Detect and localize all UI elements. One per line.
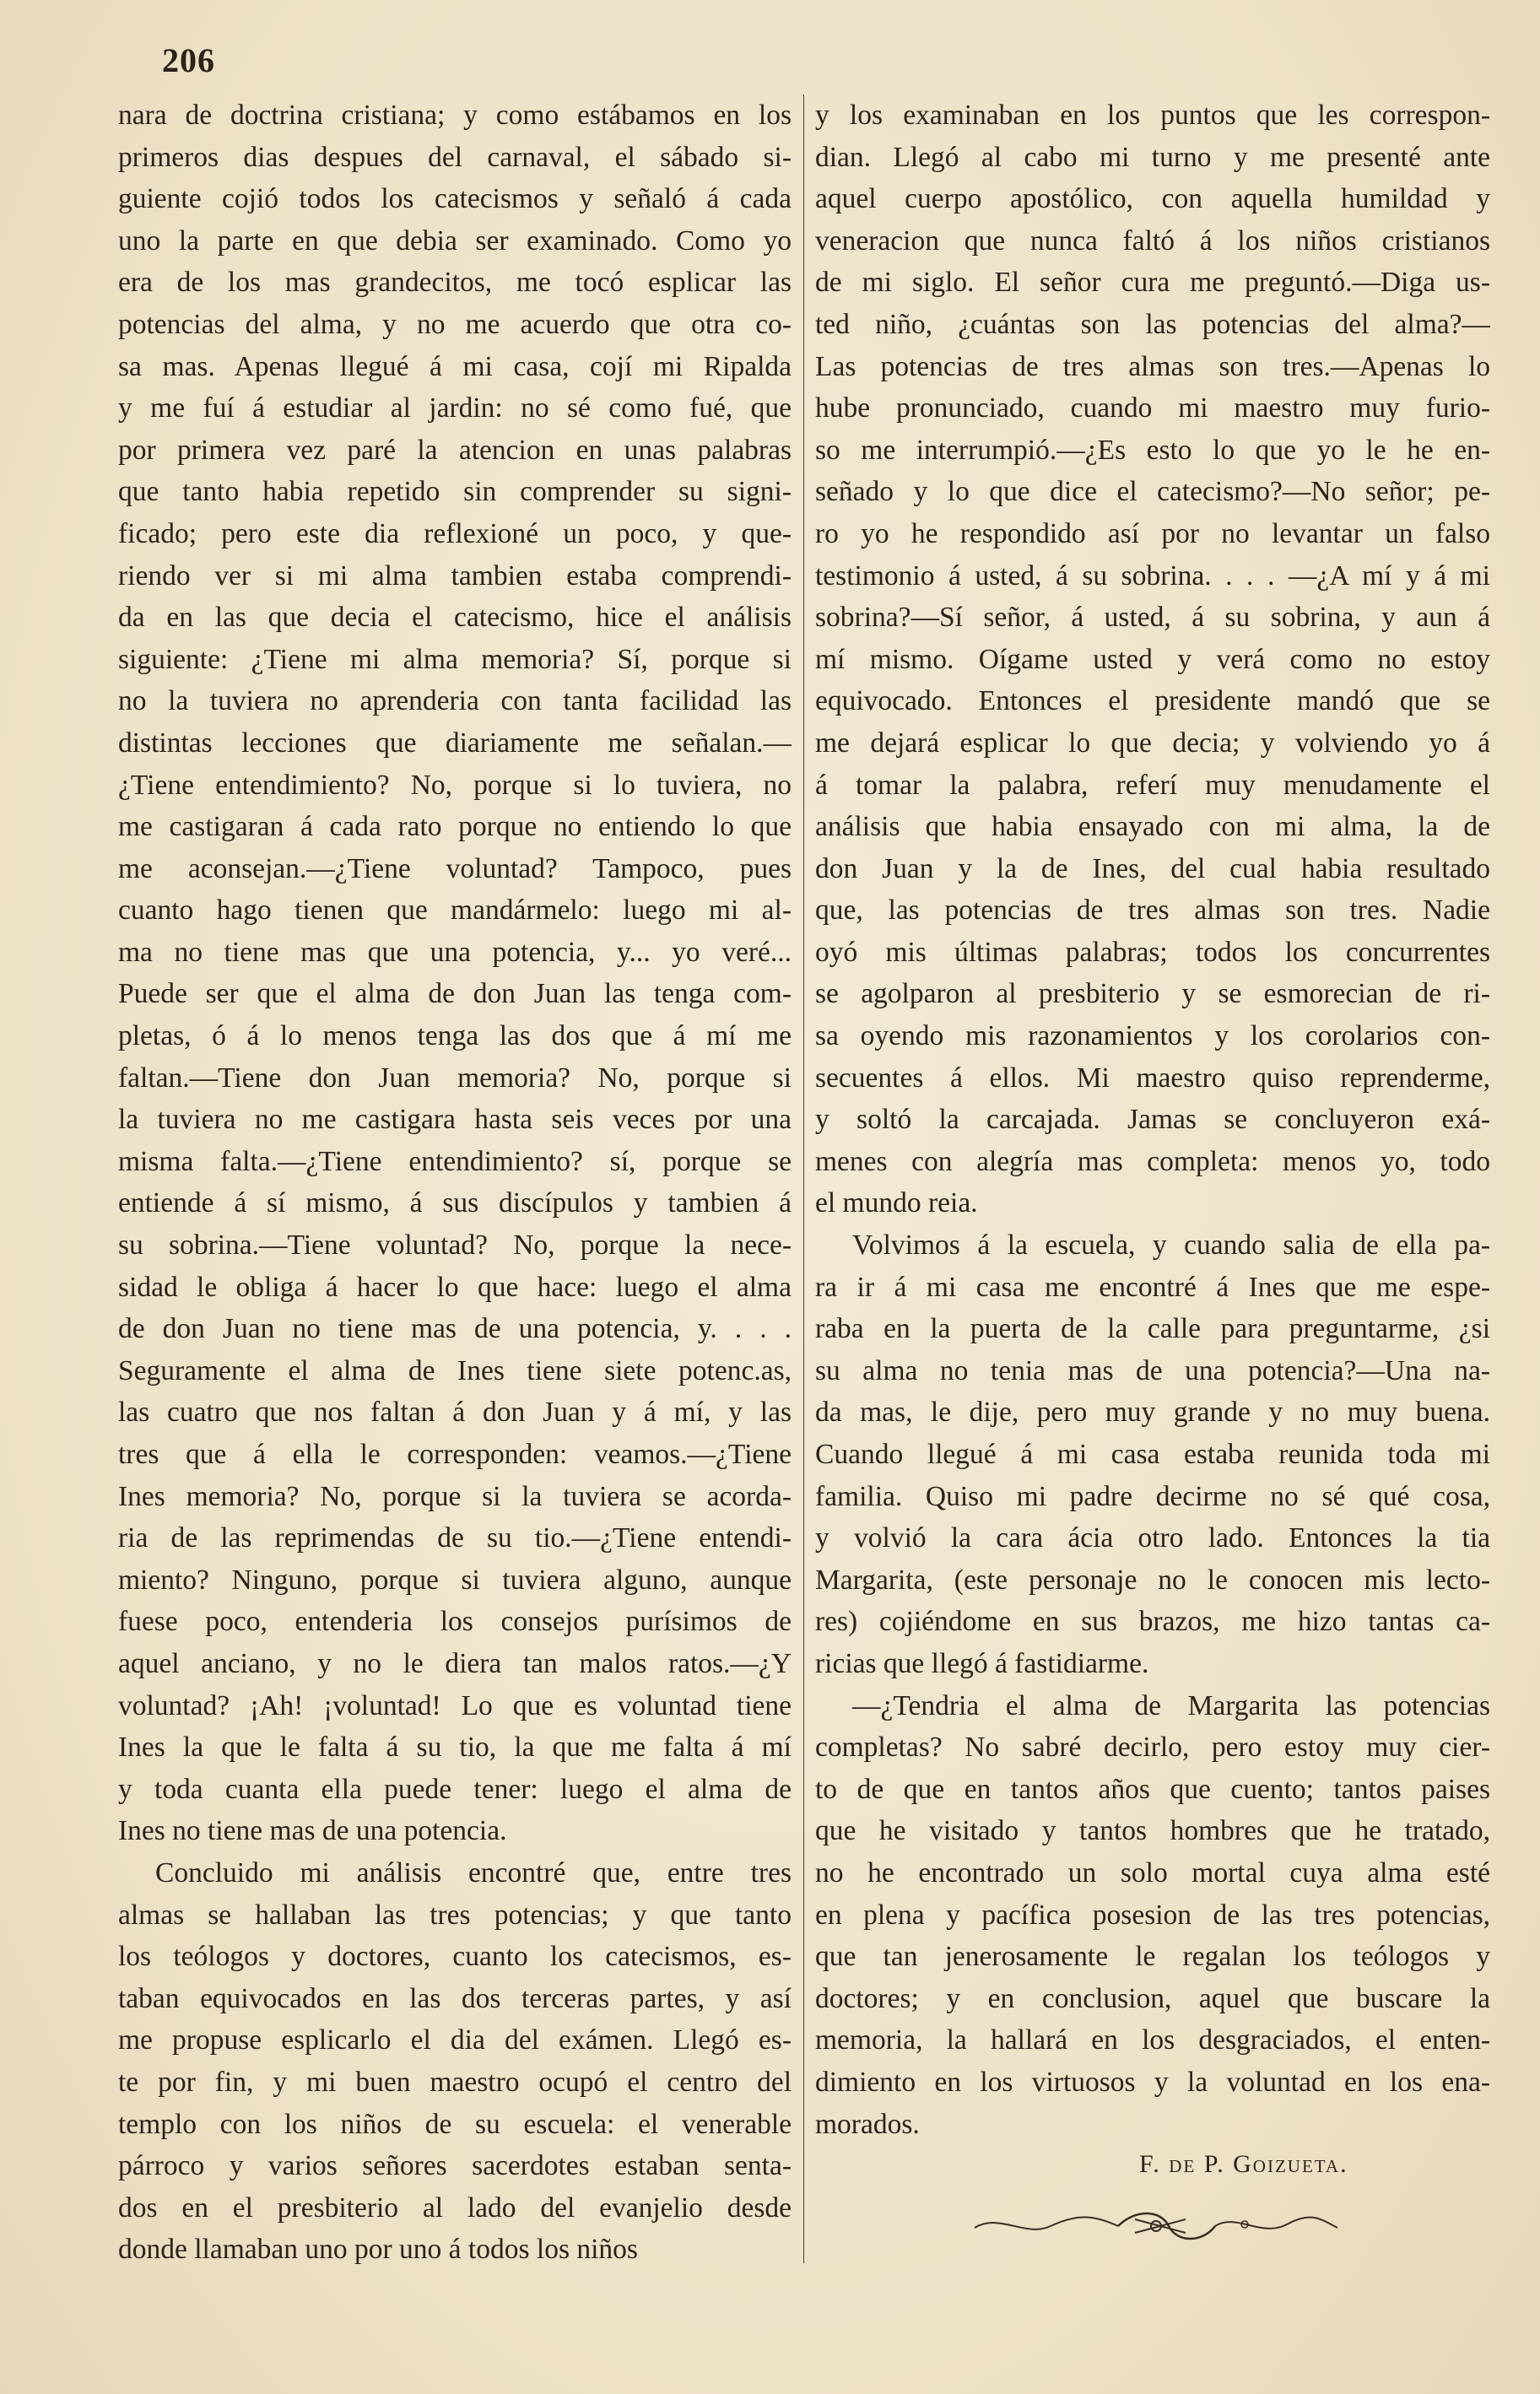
text-line: Concluido mi análisis encontré que, entre tres [155,1856,792,1889]
text-line: uno la parte en que debia ser examinado. Como yo [118,224,792,257]
text-line: señado y lo que dice el catecismo?—No señor; pe- [815,476,1490,508]
text-line: familia. Quiso mi padre decirme no sé qué cosa, [815,1480,1490,1512]
text-line: doctores; y en conclusion, aquel que buscare la [815,1982,1490,2014]
text-line: riendo ver si mi alma tambien estaba comprendi- [118,559,792,592]
text-line: faltan.—Tiene don Juan memoria? No, porque si [118,1062,792,1094]
text-line: da mas, le dije, pero muy grande y no muy buena. [815,1397,1490,1429]
text-line: se agolparon al presbiterio y se esmorecian de ri- [815,978,1490,1010]
text-line: la tuviera no me castigara hasta seis veces por una [118,1104,792,1136]
text-line: y soltó la carcajada. Jamas se concluyeron exá- [815,1104,1490,1136]
text-line: raba en la puerta de la calle para preguntarme, ¿si [815,1313,1490,1345]
text-line: templo con los niños de su escuela: el venerable [118,2108,792,2140]
page-number: 206 [162,41,215,79]
text-line: sa mas. Apenas llegué á mi casa, cojí mi Ripalda [118,350,792,382]
text-line: completas? No sabré decirlo, pero estoy muy cier- [815,1732,1490,1764]
text-line: me propuse esplicarlo el dia del exámen. Llegó es- [118,2024,792,2056]
text-line: menes con alegría mas completa: menos yo, todo [815,1145,1490,1177]
text-line: don Juan y la de Ines, del cual habia resultado [815,852,1490,884]
text-line: equivocado. Entonces el presidente mandó que se [815,685,1490,717]
text-line: primeros dias despues del carnaval, el sábado si- [118,141,792,173]
text-line: los teólogos y doctores, cuanto los catecismos, es- [118,1941,792,1973]
text-line: ted niño, ¿cuántas son las potencias del alma?— [815,308,1490,340]
text-line: misma falta.—¿Tiene entendimiento? sí, porque se [118,1145,792,1177]
text-line: oyó mis últimas palabras; todos los concurrentes [815,936,1490,968]
text-line: memoria, la hallará en los desgraciados, el enten- [815,2024,1490,2056]
text-line: ¿Tiene entendimiento? No, porque si lo tuviera, no [118,769,792,801]
text-line: su sobrina.—Tiene voluntad? No, porque la nece- [118,1229,792,1262]
text-line: almas se hallaban las tres potencias; y que tanto [118,1899,792,1931]
text-line: dimiento en los virtuosos y la voluntad en los ena- [815,2066,1490,2098]
text-line: Cuando llegué á mi casa estaba reunida toda mi [815,1439,1490,1470]
author-signature: F. de P. Goizueta. [1139,2150,1348,2178]
text-line: morados. [815,2108,920,2140]
text-line: dos en el presbiterio al lado del evanjelio desde [118,2191,792,2224]
text-line: hube pronunciado, cuando mi maestro muy furio- [815,392,1490,424]
text-line: de mi siglo. El señor cura me preguntó.—Diga us- [815,267,1490,299]
text-line: y me fuí á estudiar al jardin: no sé como fué, que [118,392,792,424]
text-line: era de los mas grandecitos, me tocó esplicar las [118,267,792,299]
text-line: sidad le obliga á hacer lo que hace: luego el alma [118,1271,792,1303]
text-line: de don Juan no tiene mas de una potencia, y. . . . [118,1313,792,1345]
text-line: aquel anciano, y no le diera tan malos ratos.—¿Y [118,1647,792,1679]
text-line: dian. Llegó al cabo mi turno y me presenté ante [815,141,1490,173]
column-divider [803,95,804,2263]
text-line: que tanto habia repetido sin comprender su signi- [118,476,792,508]
text-line: Ines no tiene mas de una potencia. [118,1815,507,1847]
text-line: nara de doctrina cristiana; y como estábamos en los [118,100,792,131]
text-line: á tomar la palabra, referí muy menudamente el [815,769,1490,801]
text-line: guiente cojió todos los catecismos y señaló á cada [118,183,792,215]
text-line: miento? Ninguno, porque si tuviera alguno, aunque [118,1564,792,1596]
left-column [118,95,792,2271]
text-line: y toda cuanta ella puede tener: luego el alma de [118,1773,792,1805]
text-line: sa oyendo mis razonamientos y los corolarios con- [815,1020,1490,1052]
text-line: párroco y varios señores sacerdotes estaban senta- [118,2150,792,2182]
text-line: veneracion que nunca faltó á los niños cristianos [815,224,1490,257]
text-line: que, las potencias de tres almas son tres. Nadie [815,894,1490,927]
text-line: taban equivocados en las dos terceras partes, y así [118,1982,792,2014]
text-line: me dejará esplicar lo que decia; y volviendo yo á [815,727,1490,759]
text-line: testimonio á usted, á su sobrina. . . . —¿A mí y á mi [815,559,1490,592]
text-line: y volvió la cara ácia otro lado. Entonces la tia [815,1522,1490,1554]
text-line: sobrina?—Sí señor, á usted, á su sobrina, y aun á [815,602,1490,634]
text-line: pletas, ó á lo menos tenga las dos que á mí me [118,1020,792,1052]
text-line: —¿Tendria el alma de Margarita las potencias [852,1689,1490,1721]
text-line: el mundo reia. [815,1187,978,1219]
text-line: Margarita, (este personaje no le conocen mis lecto- [815,1564,1490,1596]
text-line: cuanto hago tienen que mandármelo: luego mi al- [118,894,792,927]
text-line: distintas lecciones que diariamente me señalan.— [118,727,792,759]
text-line: ficado; pero este dia reflexioné un poco, y que- [118,517,792,549]
text-line: fuese poco, entenderia los consejos purísimos de [118,1606,792,1638]
text-line: su alma no tenia mas de una potencia?—Una na- [815,1354,1490,1386]
text-line: ricias que llegó á fastidiarme. [815,1647,1149,1679]
text-line: no la tuviera no aprenderia con tanta facilidad las [118,685,792,717]
text-line: da en las que decia el catecismo, hice el análisis [118,602,792,634]
text-line: donde llamaban uno por uno á todos los niños [118,2234,638,2266]
text-line: análisis que habia ensayado con mi alma, la de [815,811,1490,843]
text-line: ria de las reprimendas de su tio.—¿Tiene entendi- [118,1522,792,1554]
text-line: res) cojiéndome en sus brazos, me hizo tantas ca- [815,1606,1490,1638]
text-line: Seguramente el alma de Ines tiene siete potenc.as, [118,1354,792,1386]
text-line: en plena y pacífica posesion de las tres potencias, [815,1899,1490,1931]
text-line: Volvimos á la escuela, y cuando salia de ella pa- [852,1229,1490,1262]
text-line: y los examinaban en los puntos que les correspon- [815,100,1490,131]
text-line: Puede ser que el alma de don Juan las tenga com- [118,978,792,1010]
text-line: por primera vez paré la atencion en unas palabras [118,434,792,466]
text-line: ra ir á mi casa me encontré á Ines que me espe- [815,1271,1490,1303]
text-line: Ines la que le falta á su tio, la que me falta á mí [118,1732,792,1764]
text-line: entiende á sí mismo, á sus discípulos y tambien á [118,1187,792,1219]
text-line: ro yo he respondido así por no levantar un falso [815,517,1490,549]
text-line: voluntad? ¡Ah! ¡voluntad! Lo que es voluntad tiene [118,1689,792,1721]
text-line: to de que en tantos años que cuento; tantos paises [815,1773,1490,1805]
text-line: Las potencias de tres almas son tres.—Apenas lo [815,350,1490,382]
text-line: Ines memoria? No, porque si la tuviera se acorda- [118,1480,792,1512]
text-line: mí mismo. Oígame usted y verá como no estoy [815,643,1490,675]
text-line: me aconsejan.—¿Tiene voluntad? Tampoco, pues [118,852,792,884]
text-line: ma no tiene mas que una potencia, y... yo veré... [118,936,792,968]
text-line: secuentes á ellos. Mi maestro quiso reprenderme, [815,1062,1490,1094]
text-line: siguiente: ¿Tiene mi alma memoria? Sí, porque si [118,643,792,675]
text-line: las cuatro que nos faltan á don Juan y á mí, y las [118,1397,792,1429]
text-line: aquel cuerpo apostólico, con aquella humildad y [815,183,1490,215]
text-line: tres que á ella le corresponden: veamos.—¿Tiene [118,1439,792,1470]
text-line: que he visitado y tantos hombres que he tratado, [815,1815,1490,1847]
text-line: me castigaran á cada rato porque no entiendo lo que [118,811,792,843]
text-line: so me interrumpió.—¿Es esto lo que yo le he en- [815,434,1490,466]
text-line: no he encontrado un solo mortal cuya alma esté [815,1856,1490,1889]
closing-ornament [966,2204,1346,2246]
text-line: te por fin, y mi buen maestro ocupó el centro del [118,2066,792,2098]
right-column [815,95,1490,2145]
text-line: potencias del alma, y no me acuerdo que otra co- [118,308,792,340]
text-line: que tan jenerosamente le regalan los teólogos y [815,1941,1490,1973]
